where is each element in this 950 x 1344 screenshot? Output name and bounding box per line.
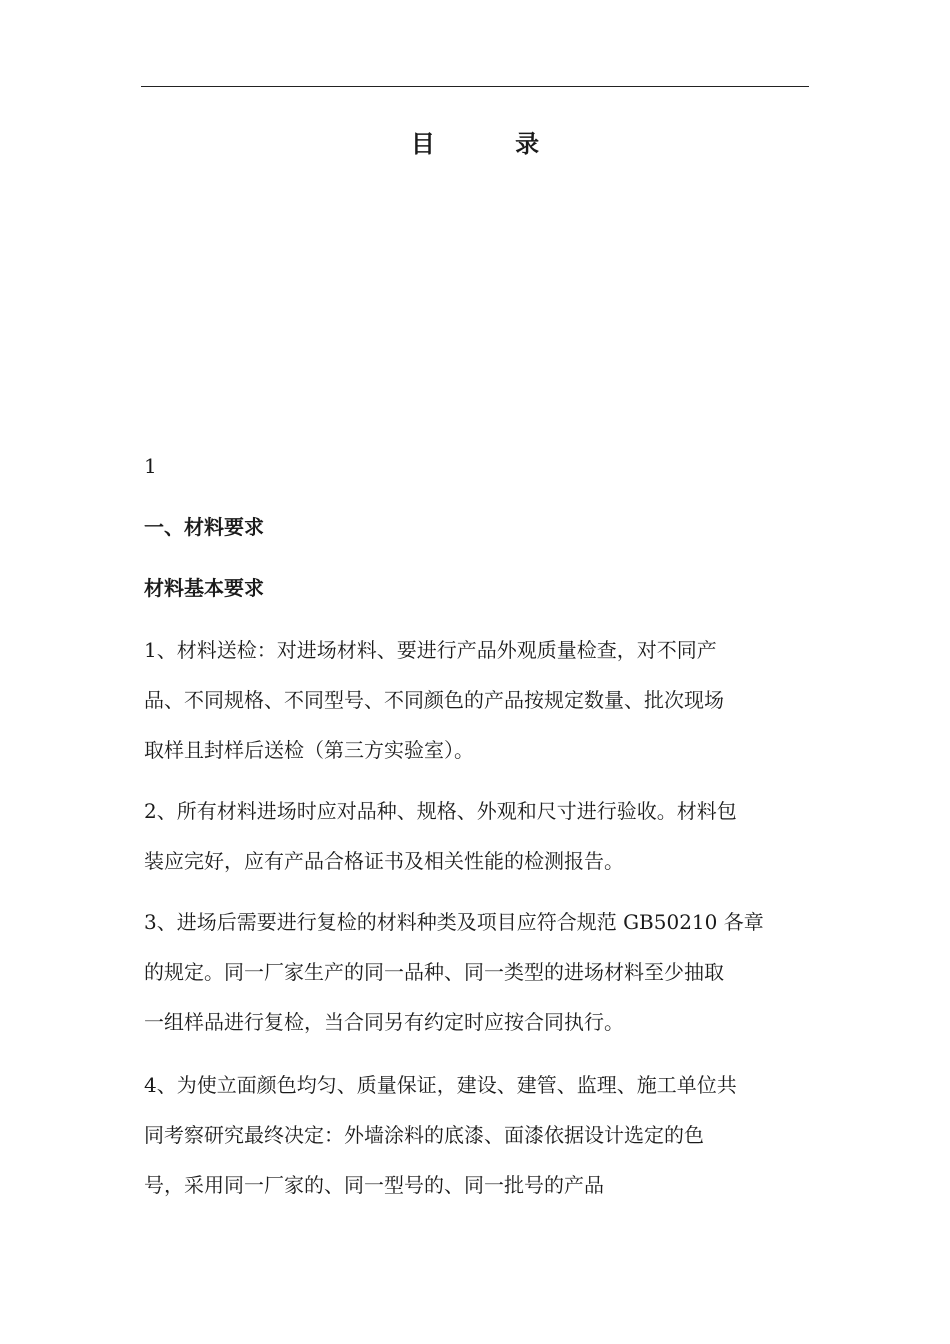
paragraph-line: 1、材料送检：对进场材料、要进行产品外观质量检查，对不同产 bbox=[144, 638, 717, 662]
paragraph-line: 品、不同规格、不同型号、不同颜色的产品按规定数量、批次现场 bbox=[144, 688, 724, 712]
paragraph-line: 的规定。同一厂家生产的同一品种、同一类型的进场材料至少抽取 bbox=[144, 960, 724, 984]
paragraph-material-inspection bbox=[144, 625, 810, 775]
paragraph-material-acceptance bbox=[144, 786, 810, 886]
section-heading: 一、材料要求 bbox=[144, 515, 264, 539]
toc-page-number: 1 bbox=[144, 454, 157, 478]
paragraph-line: 4、为使立面颜色均匀、质量保证，建设、建管、监理、施工单位共 bbox=[144, 1073, 737, 1097]
paragraph-reinspection bbox=[144, 897, 810, 1047]
paragraph-color-consistency bbox=[144, 1060, 810, 1210]
subsection-heading: 材料基本要求 bbox=[144, 576, 264, 600]
paragraph-line: 取样且封样后送检（第三方实验室）。 bbox=[144, 738, 474, 762]
paragraph-line: 一组样品进行复检，当合同另有约定时应按合同执行。 bbox=[144, 1010, 624, 1034]
paragraph-line: 号，采用同一厂家的、同一型号的、同一批号的产品 bbox=[144, 1173, 604, 1197]
toc-title: 目 录 bbox=[410, 129, 576, 158]
paragraph-line: 同考察研究最终决定：外墙涂料的底漆、面漆依据设计选定的色 bbox=[144, 1123, 704, 1147]
paragraph-line: 2、所有材料进场时应对品种、规格、外观和尺寸进行验收。材料包 bbox=[144, 799, 737, 823]
paragraph-line: 装应完好，应有产品合格证书及相关性能的检测报告。 bbox=[144, 849, 624, 873]
header-rule bbox=[141, 86, 809, 87]
paragraph-line: 3、进场后需要进行复检的材料种类及项目应符合规范 GB50210 各章 bbox=[144, 910, 764, 934]
